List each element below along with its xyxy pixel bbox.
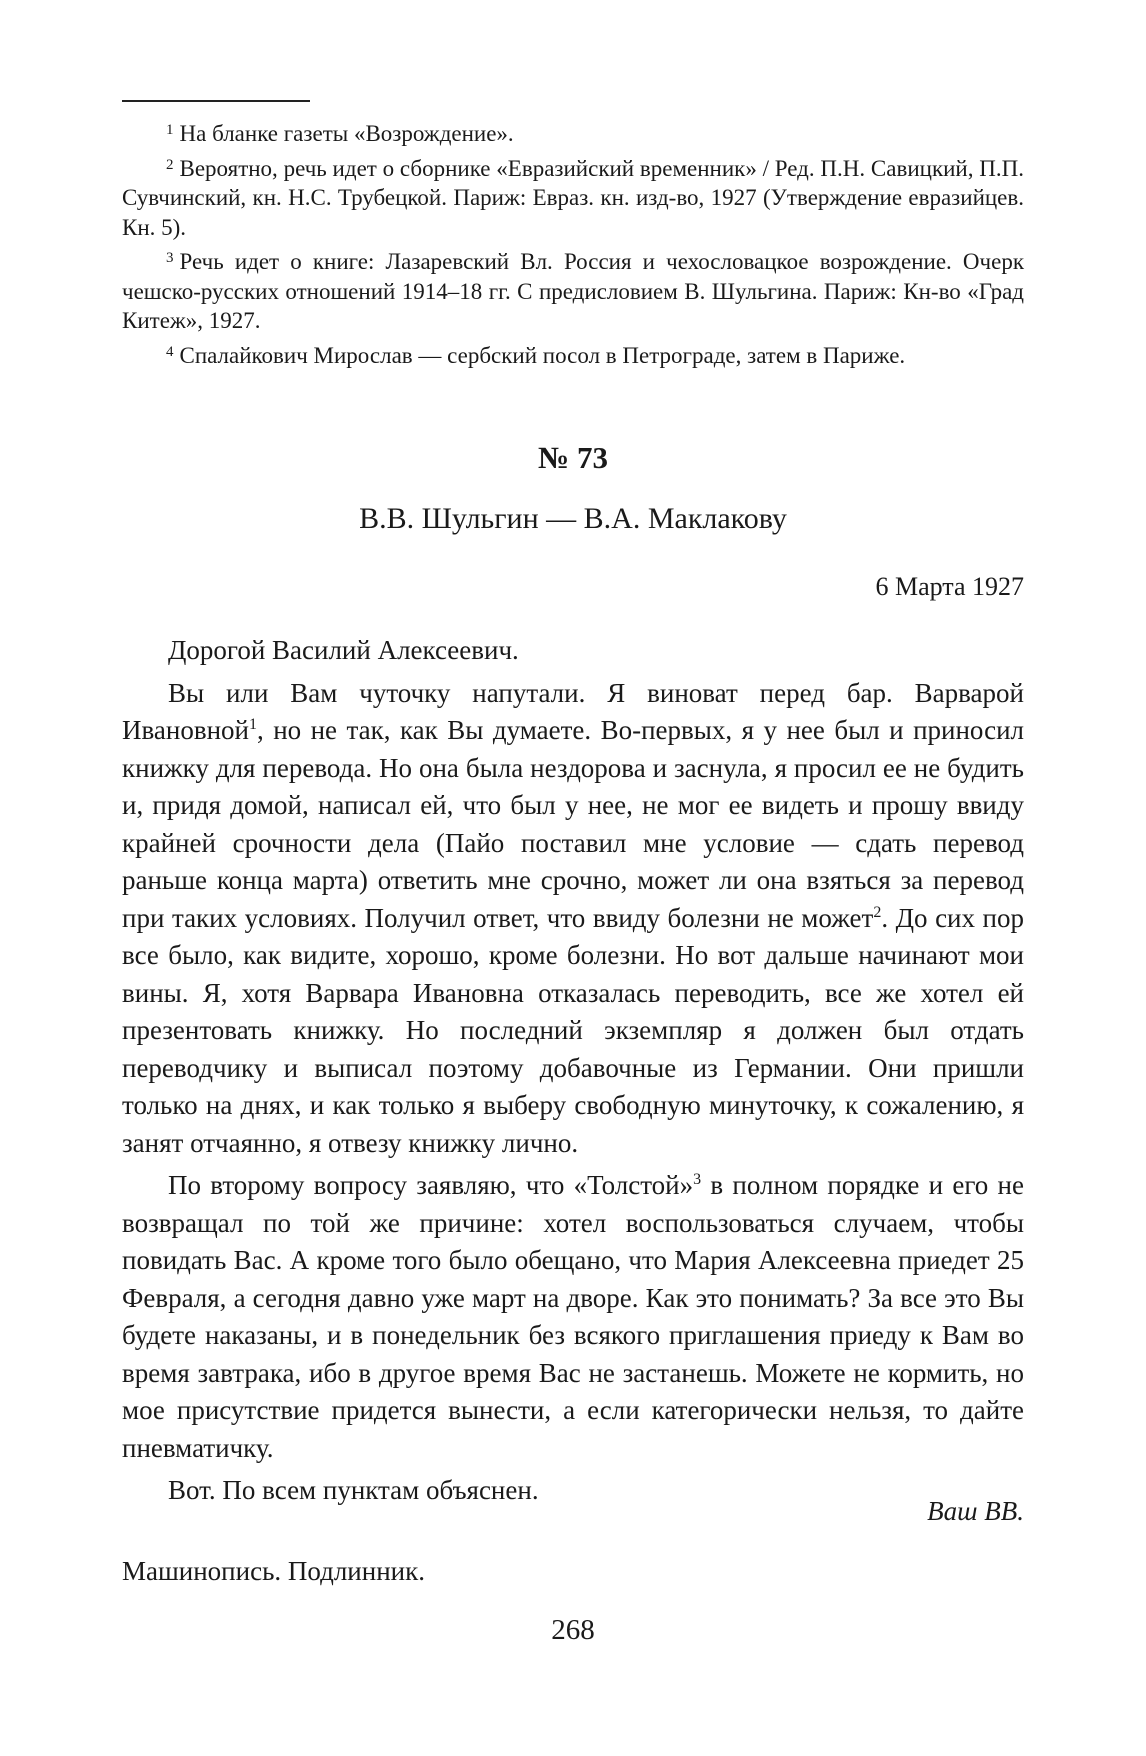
document-number: № 73 — [538, 440, 608, 475]
text-run: По второму вопросу заявляю, что «Толстой» — [168, 1170, 694, 1200]
footnote-marker: 3 — [166, 250, 174, 266]
letter-greeting: Дорогой Василий Алексеевич. — [168, 635, 519, 665]
source-note: Машинопись. Подлинник. — [122, 1556, 425, 1586]
footnote — [122, 247, 1024, 336]
footnote — [122, 119, 1024, 149]
letter-paragraph — [122, 675, 1024, 1163]
letter-date: 6 Марта 1927 — [875, 572, 1024, 601]
letter-paragraph — [122, 1167, 1024, 1467]
text-run: . До сих пор все было, как видите, хорошо, кроме болезни. Но вот дальше начинают мои вины. Я, хотя Варвара Ивановна отказалась переводить, все же хотел ей презентовать книжку. Но последний экземпляр я должен был отдать переводчику и выписал поэтому добавочные из Германии. Они пришли только на днях, и как только я выберу свободную минуточку, к сожалению, я занят отчаянно, я отвезу книжку лично. — [122, 902, 1024, 1158]
signature: Ваш ВВ. — [927, 1496, 1024, 1526]
footnote — [122, 154, 1024, 243]
footnote-text: На бланке газеты «Возрождение». — [179, 121, 514, 146]
text-run: в полном порядке и его не возвращал по той же причине: хотел воспользоваться случаем, чтобы повидать Вас. А кроме того было обещано, что Мария Алексеевна приедет 25 Февраля, а сегодня давно уже март на дворе. Как это понимать? За все это Вы будете наказаны, и в понедельник без всякого приглашения приеду к Вам во время завтрака, ибо в другое время Вас не застанешь. Можете не кормить, но мое присутствие придется вынести, а если категорически нельзя, то дайте пневматичку. — [122, 1170, 1024, 1463]
footnote-marker: 4 — [166, 343, 174, 360]
footnote-separator — [122, 100, 310, 102]
footnotes — [122, 119, 1024, 375]
letter-body — [122, 632, 1024, 1515]
footnote-text: Вероятно, речь идет о сборнике «Евразийский временник» / Ред. П.Н. Савицкий, П.П. Сувчинский, кн. Н.С. Трубецкой. Париж: Евраз. кн. изд-во, 1927 (Утверждение евразийцев. Кн. 5). — [122, 155, 1024, 240]
page-number: 268 — [551, 1614, 595, 1646]
text-run: Вы или Вам чуточку напутали. Я виноват перед бар. Варварой Ивановной — [122, 677, 1024, 745]
document-heading: В.В. Шульгин — В.А. Маклакову — [359, 502, 787, 535]
footnote-ref: 1 — [248, 716, 257, 733]
footnote-marker: 2 — [166, 156, 174, 173]
letter-closing: Вот. По всем пунктам объяснен. — [168, 1475, 539, 1505]
footnote-text: Спалайкович Мирослав — сербский посол в Петрограде, затем в Париже. — [179, 342, 906, 368]
footnote — [122, 341, 1024, 371]
footnote-marker: 1 — [166, 122, 174, 138]
text-run: , но не так, как Вы думаете. Во-первых, я у нее был и приносил книжку для перевода. Но она была нездорова и заснула, я просил ее не будить и, придя домой, написал ей, что был у нее, не мог ее видеть и прошу ввиду крайней срочности дела (Пайо поставил мне условие — сдать перевод раньше конца марта) ответить мне срочно, может ли она взяться за перевод при таких условиях. Получил ответ, что ввиду болезни не может — [122, 715, 1024, 933]
footnote-ref: 3 — [693, 1171, 702, 1188]
footnote-ref: 2 — [873, 903, 882, 921]
footnote-text: Речь идет о книге: Лазаревский Вл. Россия и чехословацкое возрождение. Очерк чешско-русских отношений 1914–18 гг. С предисловием В. Шульгина. Париж: Кн-во «Град Китеж», 1927. — [122, 249, 1024, 333]
